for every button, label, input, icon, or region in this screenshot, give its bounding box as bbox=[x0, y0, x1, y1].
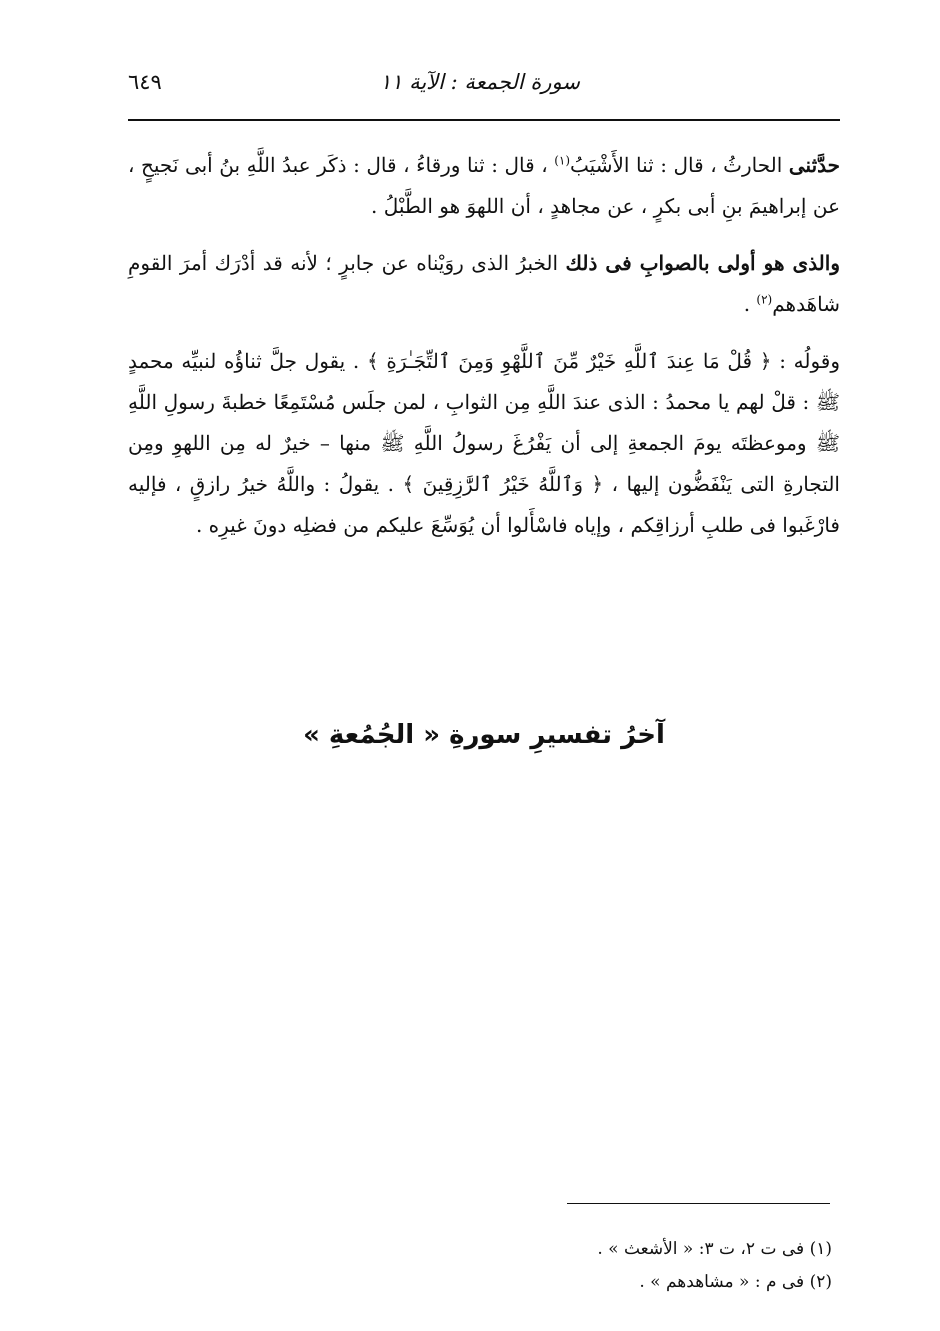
quran-verse-1: ﴿ قُلْ مَا عِندَ ٱللَّهِ خَيْرٌ مِّنَ ٱللَّهْوِ وَمِنَ ٱلتِّجَـٰرَةِ ﴾ bbox=[366, 349, 772, 373]
paragraph-2-text-b: . bbox=[743, 292, 757, 316]
paragraph-1-lead: حدَّثنى bbox=[788, 153, 840, 177]
paragraph-3-text-b: . يقول جلَّ ثناؤُه لنبيِّه محمدٍ ﷺ : قلْ لهم يا محمدُ : الذى عندَ اللَّهِ مِن الثوابِ ، لمن جلَس مُسْتَمِعًا خطبةَ رسولِ اللَّهِ ﷺ وموعظتَه يومَ الجمعةِ إلى أن يَفْرُغَ رسولُ اللَّهِ ﷺ منها – خيرٌ له مِن اللهوِ ومِن التجارةِ التى يَنْفَضُّون إليها ، bbox=[128, 349, 840, 496]
footnotes bbox=[128, 1233, 832, 1299]
footnote-ref-2[interactable]: (٢) bbox=[756, 292, 773, 307]
paragraph-2-lead: والذى هو أولى بالصوابِ فى ذلك bbox=[565, 251, 840, 275]
paragraph-3 bbox=[128, 341, 840, 546]
paragraph-1-text-b: ، قال : ثنا ورقاءُ ، قال : ذكَر عبدُ اللَّهِ بنُ أبى نَجيحٍ ، عن إبراهيمَ بنِ أبى بكرٍ ، عن مجاهدٍ ، أن اللهوَ هو الطَّبْلُ . bbox=[128, 153, 840, 218]
main-text bbox=[128, 145, 840, 562]
paragraph-1-text-a: الحارثُ ، قال : ثنا الأَشْيَبُ bbox=[570, 153, 789, 177]
header-rule bbox=[128, 119, 840, 121]
footnote-rule bbox=[567, 1203, 830, 1204]
footnote-ref-1[interactable]: (١) bbox=[554, 153, 571, 168]
running-title: سورة الجمعة : الآية ١١ bbox=[379, 70, 580, 94]
paragraph-2 bbox=[128, 243, 840, 325]
paragraph-3-text-c: . يقولُ : واللَّهُ خيرُ رازقٍ ، فإليه فارْغَبوا فى طلبِ أرزاقِكم ، وإياه فاسْأَلوا أن يُوَسِّعَ عليكم من فضلِه دونَ غيرِه . bbox=[128, 472, 840, 537]
running-head bbox=[128, 70, 840, 106]
footnote-2: (٢) فى م : « مشاهدهم » . bbox=[639, 1272, 832, 1292]
page-number: ٦٤٩ bbox=[128, 70, 162, 94]
closing-title: آخرُ تفسيرِ سورةِ « الجُمُعةِ » bbox=[303, 720, 665, 750]
paragraph-1 bbox=[128, 145, 840, 227]
paragraph-3-text-a: وقولُه : bbox=[771, 349, 840, 373]
quran-verse-2: ﴿ وَٱللَّهُ خَيْرُ ٱلرَّٰزِقِينَ ﴾ bbox=[402, 472, 604, 496]
footnote-1: (١) فى ت ٢، ت ٣: « الأشعث » . bbox=[597, 1239, 832, 1259]
paragraph-2-text-a: الخبرُ الذى روَيْناه عن جابرٍ ؛ لأنه قد أدْرَك أمرَ القومِ شاهَدهم bbox=[128, 251, 840, 316]
